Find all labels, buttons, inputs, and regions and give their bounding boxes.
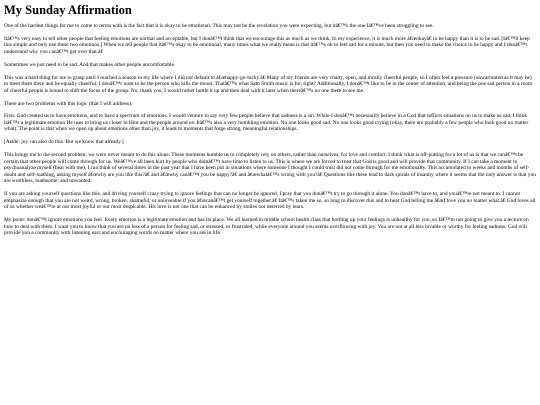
page-title: My Sunday Affirmation [4,3,132,17]
paragraph-6: First, God created us to have emotions, and to have a spectrum of emotions. I would venture to say very few people believe that sadness is a sin. While I donâ€™t necessarily believe in a God that inflicts situations on us to make us sad, I think itâ€™s a legitimate emotion He uses to bring us closer to Him and the people around us. Itâ€™s also a very humbling emotion. No one looks good sad. No one looks good crying (okay, there are probably a few people who look good no matter what). The point is that when we open up about emotions other than joy, it leads to moments that forge strong, meaningful relationships. [4,113,529,133]
paragraph-2: Itâ€™s very easy to tell other people that feeling emotions are normal and acceptable, but I donâ€™t think that we encourage this as much as we think. In my experience, it is much more â€œokayâ€ to be happy than it is to be sad. [Iâ€™ll keep this simple and only use these two emotions.] When we tell people that itâ€™s okay to be emotional, many times what we really mean is that itâ€™s ok to feel sad for a minute, but then you need to make the choice to be happy and I donâ€™t understand why you canâ€™t get over that.â€ [4,35,530,55]
paragraph-3: Sometimes we just need to be sad. And that makes other people uncomfortable. [4,61,176,68]
paragraph-4: This was a hard thing for me to grasp until I reached a season in my life where I did not default to â€œhappy-go-lucky.â€ Many of my friends are very chatty, open, and mostly cheerful people, so I often feel a pressure (unwarranted as it may be) to meet them there and be equally cheerful. I donâ€™t want to be the person who kills the mood. Thatâ€™s what Sam Smith music is for, right? Additionally, I donâ€™t like to be in the center of attention, and being the one sad person in a room of cheerful people is bound to shift the focus of the group. No, thank you, I would rather bottle it up and then deal with it later when thereâ€™s no one there to see me. [4,74,533,94]
paragraph-9: If you are asking yourself questions like this, and driving yourself crazy trying to ignore feelings that can no longer be ignored, I pray that you donâ€™t try to go through it alone. You donâ€™t have to, and youâ€™re not meant to. I cannot emphasize enough that you are not weird, wrong, broken, shameful, or unloveable if you â€œcanâ€™t get yourself together.â€ Itâ€™s taken me so, so long to discover this and to hear God telling me â€œI love you no matter what.â€ God loves all of us whether weâ€™re at our most joyful or our most despicable. His love is not one that can be enhanced by smiles nor deterred by tears. [4,191,536,211]
paragraph-1: One of the hardest things for me to come to terms with is the fact that it is okay to be emotional. This may not be the revelation you were expecting, but itâ€™s the one Iâ€™ve been struggling to see. [4,23,434,29]
paragraph-8: This brings me to the second problem: we were never meant to do this alone. These moments humble us to completely rely on others, rather than ourselves, for love and comfort. I think what is off-putting for a lot of us is that we canâ€™t be certain that other people will come through for us. Weâ€™ve all been hurt by people who didnâ€™t have time to listen to us. This is where we are forced to trust that God is good and will provide that community. If I can take a moment to psychoanalyze myself (bear with me), I can think of several times in the past year that I have been put in situations where someone I thought I could trust did not come through for me emotionally. This accumulated to weeks and months of self-doubt and self-loathing, asking myself â€œwhy are you like this?â€ and â€œwhy canâ€™t you be happy?â€ and â€œwhatâ€™s wrong with you?â€ Questions like these lead to dark spirals of insanity where it seems that the only answer is that you are worthless, loathsome, and unwanted. [4,152,536,185]
paragraph-5: There are two problems with this logic (that I will address). [4,100,133,107]
paragraph-7: [Aside: joy can also do this. But we know that already.] [4,139,124,146]
paragraph-10: My point: donâ€™t ignore emotions you feel. Every emotion is a legitimate emotion and has its place. We all learned in middle school health class that bottling up your feelings is unhealthy for you, so Iâ€™m not going to give you a lecture on how to deal with them. I want you to know that you are no less of a person for feeling sad, or stressed, or frustrated, while everyone around you seems overflowing with joy. You are not at all less lovable or worthy for feeling sadness. God will provide you a community with listening ears and encouraging words no matter where you are in life. [4,217,529,237]
